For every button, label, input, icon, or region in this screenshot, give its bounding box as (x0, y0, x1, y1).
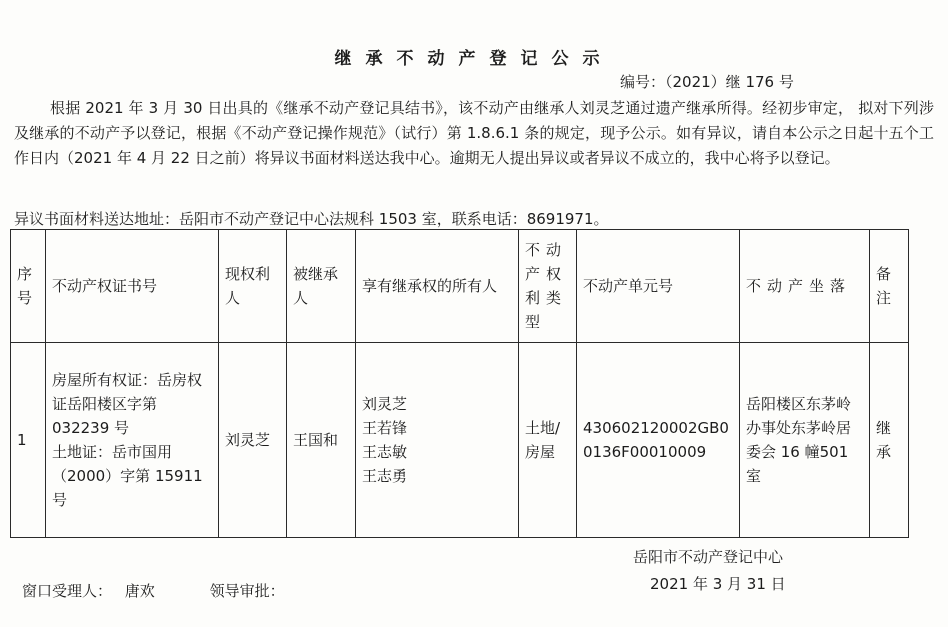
cert-house: 房屋所有权证：岳房权证岳阳楼区字第032239 号 (52, 371, 203, 437)
header-current-owner: 现权利人 (219, 230, 287, 343)
header-right-type: 不动产权利类型 (519, 230, 577, 343)
header-unit-no: 不动产单元号 (577, 230, 740, 343)
clerk-name: 唐欢 (124, 582, 155, 600)
header-remark: 备注 (870, 230, 909, 343)
issue-date: 2021 年 3 月 31 日 (650, 575, 786, 593)
clerk-label: 窗口受理人： (22, 582, 113, 600)
issuing-organization: 岳阳市不动产登记中心 (633, 548, 784, 566)
cell-location: 岳阳楼区东茅岭办事处东茅岭居委会 16 幢501 室 (740, 343, 870, 538)
notice-title: 继承不动产登记公示 (334, 49, 614, 69)
signature-line (22, 580, 285, 601)
table-row (11, 343, 909, 538)
document-number: 编号：（2021）继 176 号 (620, 73, 794, 91)
table-header-row (11, 230, 909, 343)
cell-decedent: 王国和 (287, 343, 356, 538)
cert-land: 土地证：岳市国用（2000）字第 15911 号 (52, 443, 203, 509)
heir-name: 王志勇 (362, 467, 408, 485)
header-decedent: 被继承人 (287, 230, 356, 343)
header-seq: 序号 (11, 230, 46, 343)
approver-label: 领导审批： (209, 582, 285, 600)
header-location: 不动产坐落 (740, 230, 870, 343)
cell-current-owner: 刘灵芝 (219, 343, 287, 538)
heir-name: 王志敏 (362, 443, 408, 461)
heir-name: 刘灵芝 (362, 395, 408, 413)
registration-table (10, 229, 909, 538)
cell-unit-no: 430602120002GB00136F00010009 (577, 343, 740, 538)
cell-right-type: 土地/房屋 (519, 343, 577, 538)
header-cert-no: 不动产权证书号 (46, 230, 219, 343)
notice-body: 根据 2021 年 3 月 30 日出具的《继承不动产登记具结书》，该不动产由继承人刘灵芝通过遗产继承所得。经初步审定， 拟对下列涉及继承的不动产予以登记，根据《不动产登记操作规范》（试行）第 1.8.6.1 条的规定，现予公示。如有异议，请自本公示之日起十五个工作日内（2021 年 4 月 22 日之前）将异议书面材料送达我中心。逾期无人提出异议或者异议不成立的，我中心将予以登记。 (14, 99, 934, 167)
cell-cert-no (46, 343, 219, 538)
cell-heirs (356, 343, 519, 538)
cell-seq: 1 (11, 343, 46, 538)
header-heirs: 享有继承权的所有人 (356, 230, 519, 343)
objection-address: 异议书面材料送达地址：岳阳市不动产登记中心法规科 1503 室，联系电话：8691971。 (14, 210, 609, 228)
cell-remark: 继承 (870, 343, 909, 538)
heir-name: 王若锋 (362, 419, 408, 437)
